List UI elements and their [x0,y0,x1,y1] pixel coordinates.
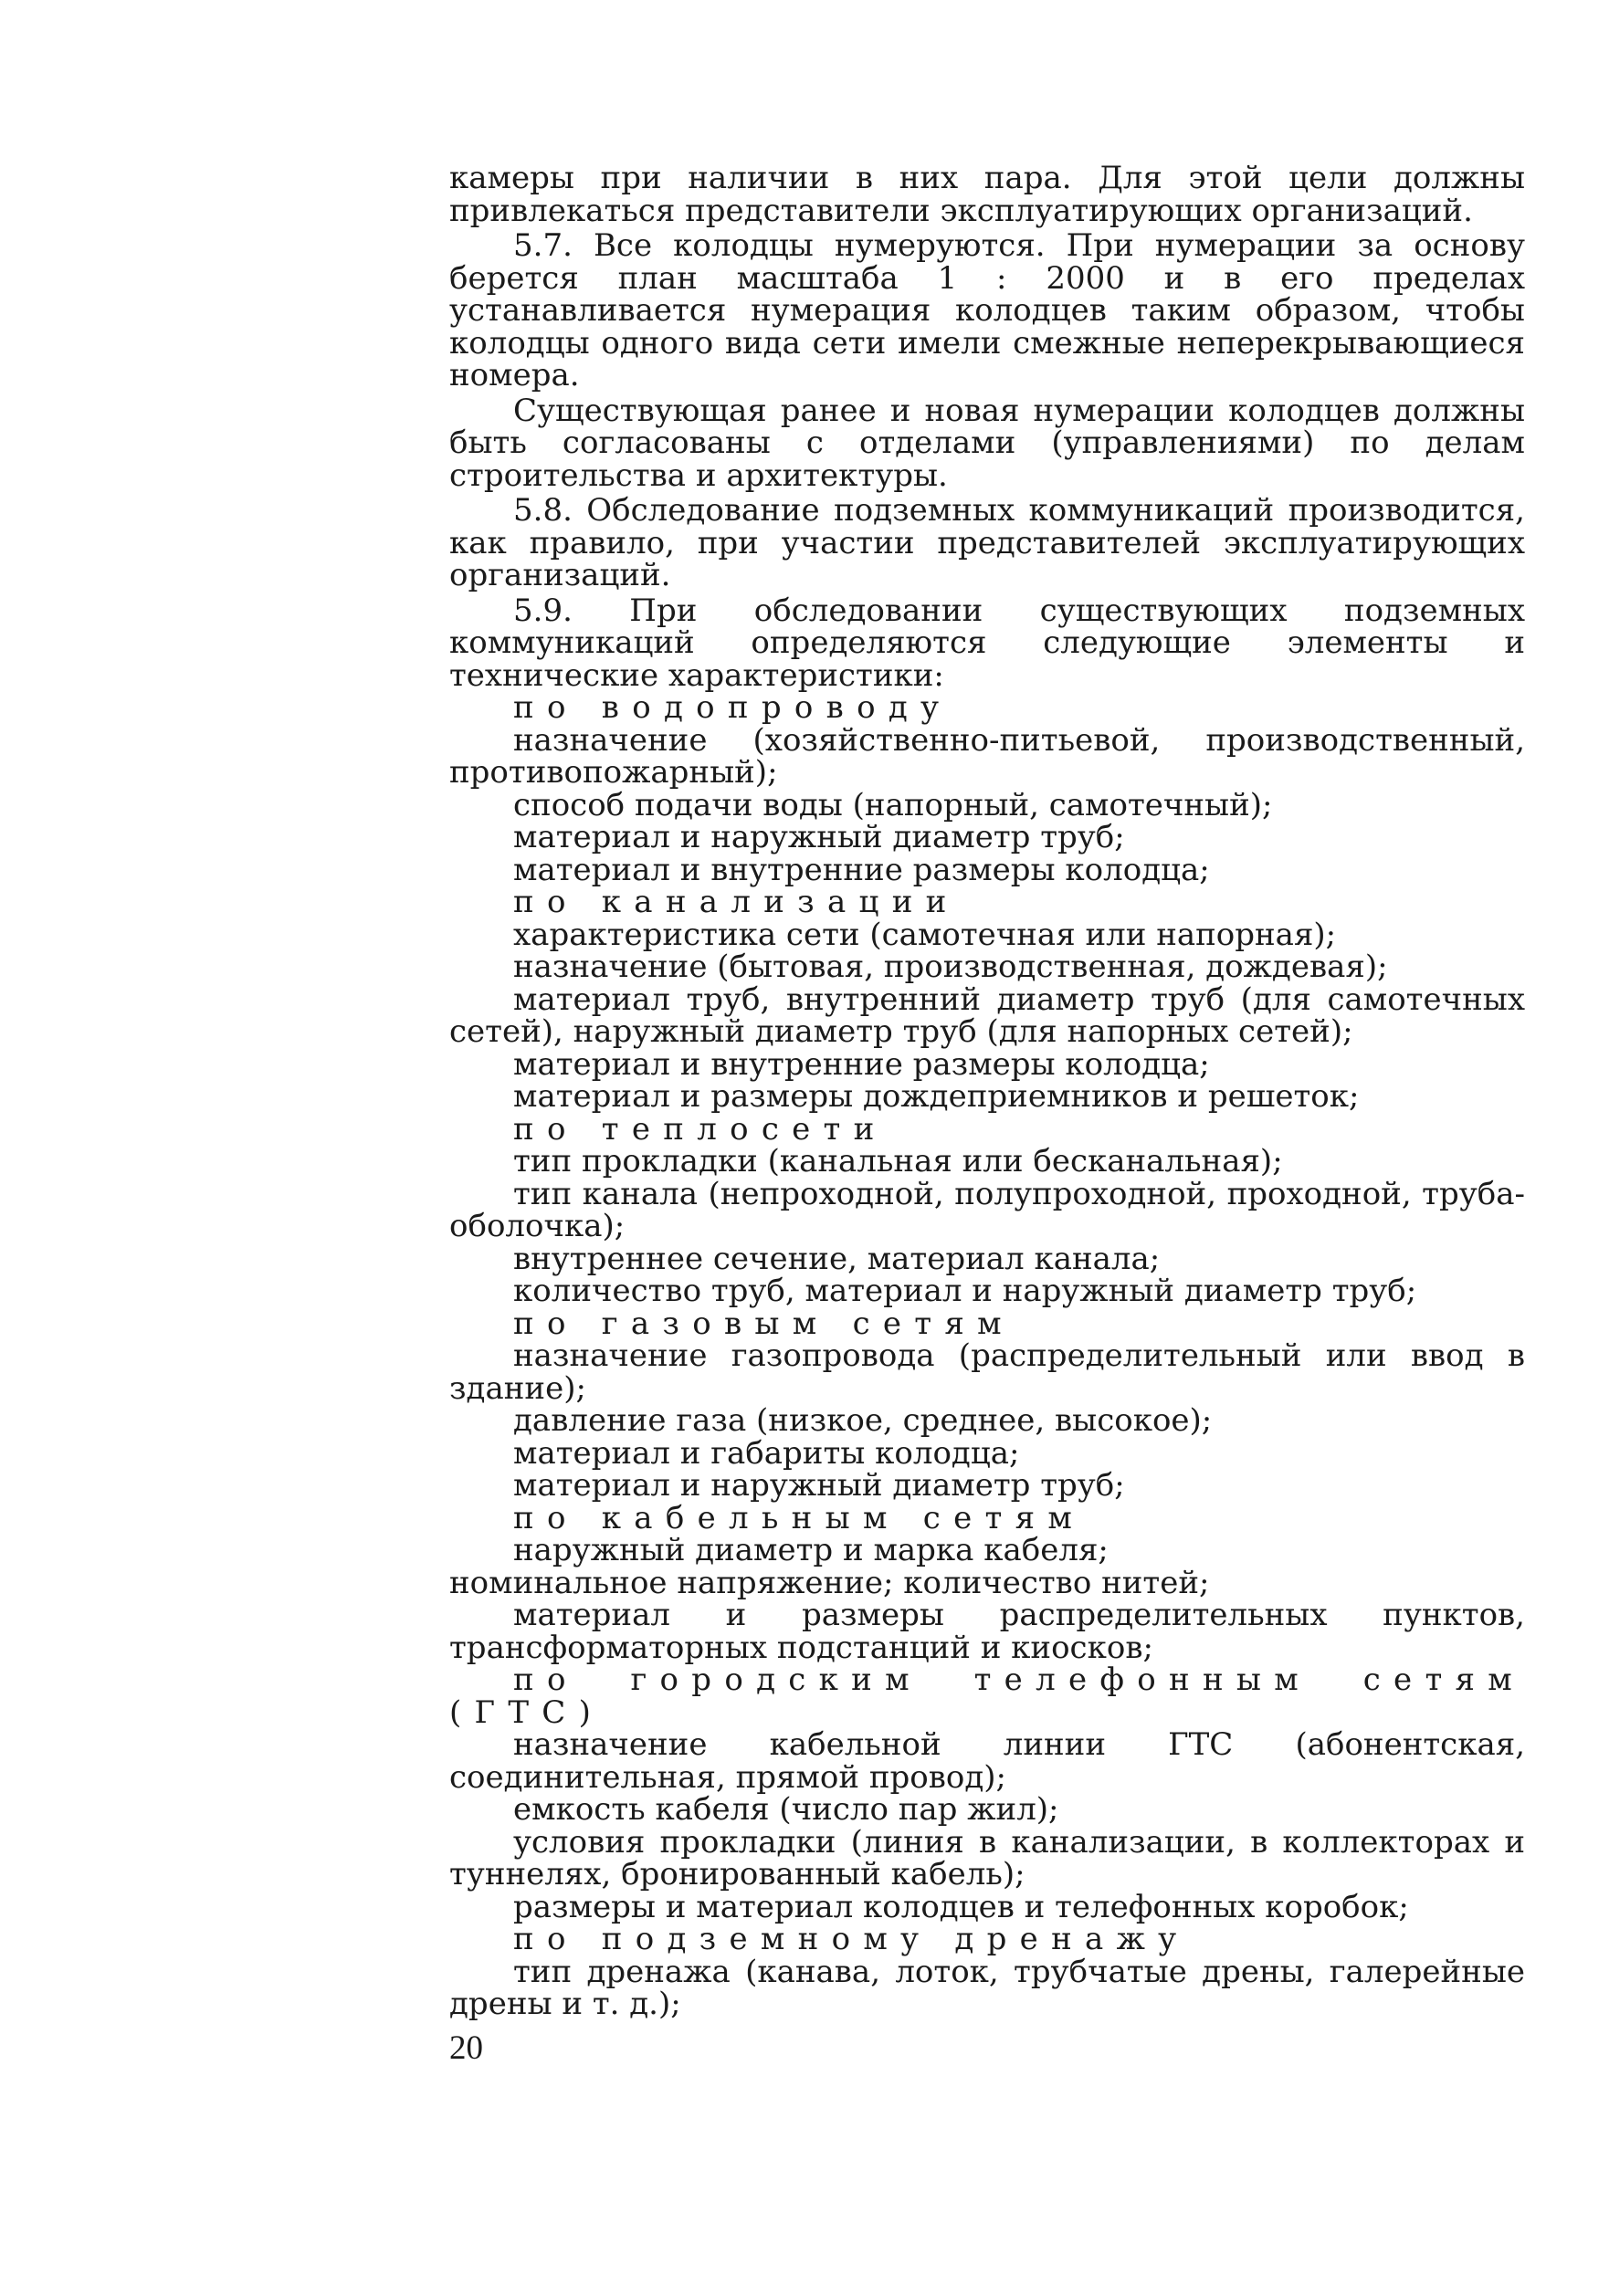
list-item: материал и внутренние размеры колодца; [513,1045,1210,1083]
page-body [449,160,1525,2022]
list-item: характеристика сети (самотечная или напорная); [513,916,1337,953]
list-item: материал и размеры дождеприемников и решеток; [513,1078,1360,1115]
list-item: материал труб, внутренний диаметр труб (для самотечных сетей), наружный диаметр труб (для напорных сетей); [449,980,1525,1050]
list-item: материал и размеры распределительных пунктов, трансформаторных подстанций и киосков; [449,1597,1525,1666]
section-heading-cable: по кабельным сетям [513,1499,1086,1536]
list-item: назначение (бытовая, производственная, дождевая); [513,949,1388,985]
list-item: внутреннее сечение, материал канала; [513,1240,1161,1277]
paragraph-5-8: 5.8. Обследование подземных коммуникаций производится, как правило, при участии представителей эксплуатирующих организаций. [449,492,1525,593]
list-item: материал и габариты колодца; [513,1434,1020,1472]
list-item: количество труб, материал и наружный диаметр труб; [513,1273,1417,1309]
list-item: способ подачи воды (напорный, самотечный); [513,786,1273,823]
list-item: тип дренажа (канава, лоток, трубчатые дрены, галерейные дрены и т. д.); [449,1953,1525,2022]
list-item: условия прокладки (линия в канализации, в коллекторах и туннелях, бронированный кабель); [449,1823,1525,1892]
section-heading-drainage: по подземному дренажу [513,1921,1190,1957]
paragraph-5-7: 5.7. Все колодцы нумеруются. При нумерации за основу берется план масштаба 1 : 2000 и в его пределах устанавливается нумерация колодцев таким образом, чтобы колодцы одного вида сети имели смежные неперекрывающиеся номера. [449,227,1525,393]
list-item: номинальное напряжение; количество нитей; [449,1564,1210,1601]
section-heading-gas: по газовым сетям [513,1305,1015,1342]
section-heading-sewer: по канализации [513,884,960,920]
list-item: размеры и материал колодцев и телефонных коробок; [513,1888,1409,1925]
list-item: назначение (хозяйственно-питьевой, производственный, противопожарный); [449,721,1525,791]
list-item: давление газа (низкое, среднее, высокое); [513,1402,1213,1439]
list-item: тип канала (непроходной, полупроходной, проходной, труба-оболочка); [449,1175,1525,1244]
list-item: материал и внутренние размеры колодца; [513,851,1210,888]
list-item: материал и наружный диаметр труб; [513,819,1125,855]
paragraph-continuation: камеры при наличии в них пара. Для этой цели должны привлекаться представители эксплуатирующих организаций. [449,160,1525,229]
list-item: тип прокладки (канальная или бесканальная); [513,1143,1283,1179]
section-heading-water: по водопроводу [513,689,952,726]
list-item: наружный диаметр и марка кабеля; [513,1532,1109,1568]
page-number: 20 [449,2029,483,2067]
section-heading-heating: по теплосети [513,1110,888,1148]
list-item: назначение кабельной линии ГТС (абонентская, соединительная, прямой провод); [449,1726,1525,1796]
paragraph-5-9: 5.9. При обследовании существующих подземных коммуникаций определяются следующие элементы и технические характеристики: [449,592,1525,694]
list-item: назначение газопровода (распределительный или ввод в здание); [449,1337,1525,1407]
section-heading-telephone: по городским телефонным сетям (ГТС) [449,1662,1525,1731]
list-item: материал и наружный диаметр труб; [513,1467,1125,1504]
paragraph-numbering-agreement: Существующая ранее и новая нумерации колодцев должны быть согласованы с отделами (управлениями) по делам строительства и архитектуры. [449,392,1525,494]
list-item: емкость кабеля (число пар жил); [513,1791,1059,1828]
